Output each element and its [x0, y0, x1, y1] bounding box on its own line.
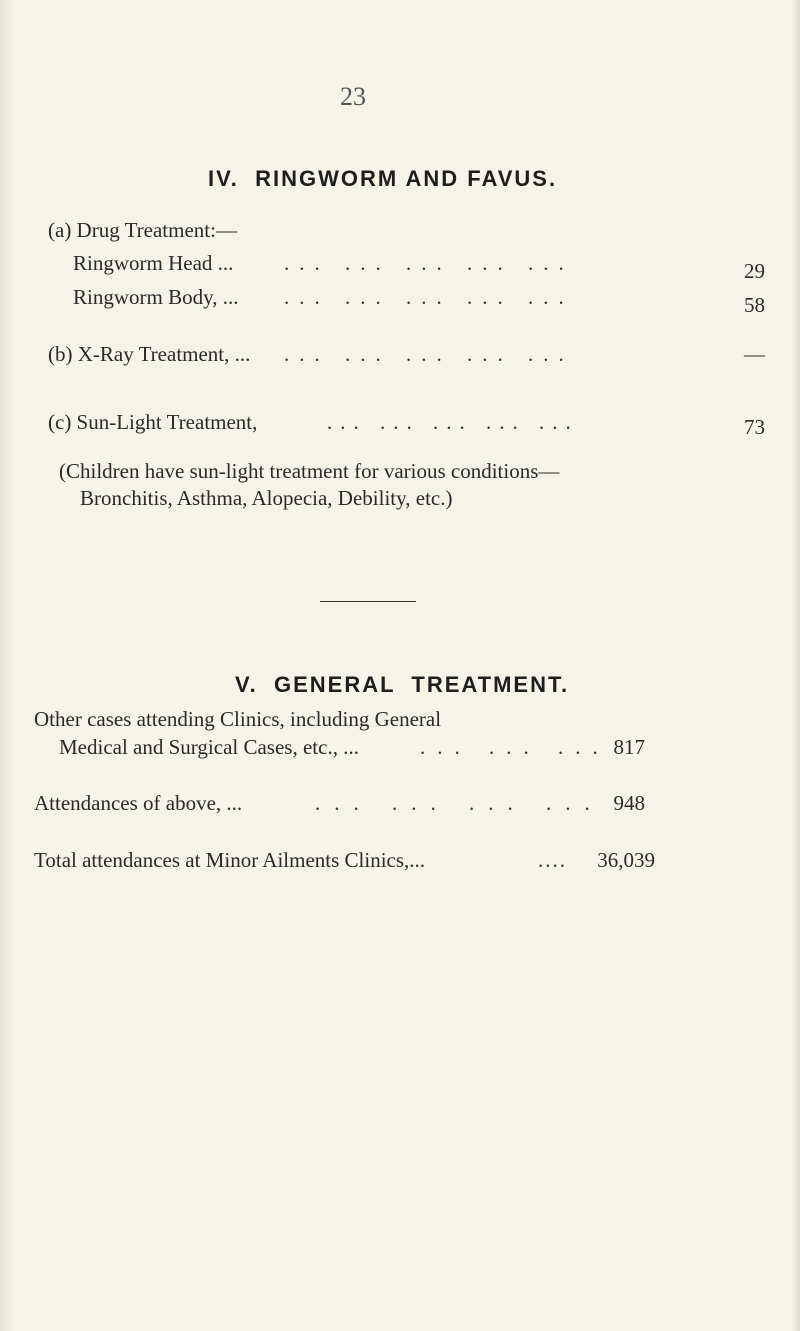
- page-edge-shadow-left: [0, 0, 14, 1331]
- section-divider-rule: [320, 601, 416, 602]
- total-attendances-label: Total attendances at Minor Ailments Clinics,...: [34, 848, 426, 872]
- section-v-heading: V. GENERAL TREATMENT.: [235, 672, 570, 697]
- sunlight-note-line-1: (Children have sun-light treatment for various conditions—: [59, 459, 560, 483]
- sunlight-note-line-2: Bronchitis, Asthma, Alopecia, Debility, etc.): [80, 486, 453, 510]
- ringworm-head-leader-dots: ... ... ... ... ...: [284, 251, 574, 275]
- total-attendances-value: 36,039: [597, 848, 655, 872]
- other-cases-value: 817: [613, 735, 645, 759]
- attendances-value: 948: [613, 791, 645, 815]
- sunlight-treatment-label: (c) Sun-Light Treatment,: [48, 410, 258, 434]
- ringworm-body-value: 58: [744, 293, 765, 317]
- sunlight-treatment-value: 73: [744, 415, 765, 439]
- xray-treatment-leader-dots: ... ... ... ... ...: [284, 342, 574, 366]
- ringworm-head-value: 29: [744, 259, 765, 283]
- ringworm-body-label: Ringworm Body, ...: [73, 285, 239, 309]
- other-cases-leader-dots: ... ... ...: [420, 735, 610, 759]
- section-iv-heading: IV. RINGWORM AND FAVUS.: [208, 166, 558, 191]
- page-number: 23: [340, 82, 366, 111]
- attendances-label: Attendances of above, ...: [34, 791, 243, 815]
- sunlight-treatment-leader-dots: ... ... ... ... ...: [327, 410, 579, 434]
- xray-treatment-label: (b) X-Ray Treatment, ...: [48, 342, 251, 366]
- ringworm-head-label: Ringworm Head ...: [73, 251, 234, 275]
- attendances-leader-dots: ... ... ... ...: [315, 791, 604, 815]
- page-edge-shadow-right: [792, 0, 800, 1331]
- total-attendances-leader-dots: ....: [538, 848, 567, 872]
- other-cases-line-2: Medical and Surgical Cases, etc., ...: [59, 735, 359, 759]
- drug-treatment-label: (a) Drug Treatment:—: [48, 218, 237, 242]
- xray-treatment-value: —: [744, 342, 765, 366]
- ringworm-body-leader-dots: ... ... ... ... ...: [284, 285, 574, 309]
- other-cases-line-1: Other cases attending Clinics, including General: [34, 707, 442, 731]
